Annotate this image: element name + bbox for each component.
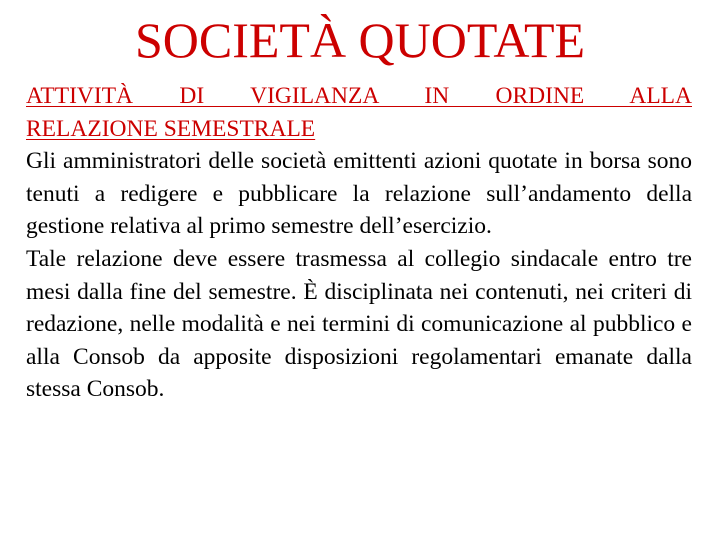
slide-subtitle-line-2: RELAZIONE SEMESTRALE <box>26 115 316 142</box>
slide-title: SOCIETÀ QUOTATE <box>134 12 586 68</box>
slide-subtitle <box>26 80 692 145</box>
paragraph-2: Tale relazione deve essere trasmessa al collegio sindacale entro tre mesi dalla fine del semestre. È disciplinata nei contenuti, nei criteri di redazione, nelle modalità e nei termini di comunicazione al pubblico e alla Consob da apposite disposizioni regolamentari emanate dalla stessa Consob. <box>26 245 692 403</box>
slide-subtitle-line-1: ATTIVITÀ DI VIGILANZA IN ORDINE ALLA <box>26 83 692 109</box>
paragraph-1: Gli amministratori delle società emittenti azioni quotate in borsa sono tenuti a redigere e pubblicare la relazione sull’andamento della gestione relativa al primo semestre dell’esercizio. <box>26 148 692 240</box>
slide-content <box>26 80 692 406</box>
